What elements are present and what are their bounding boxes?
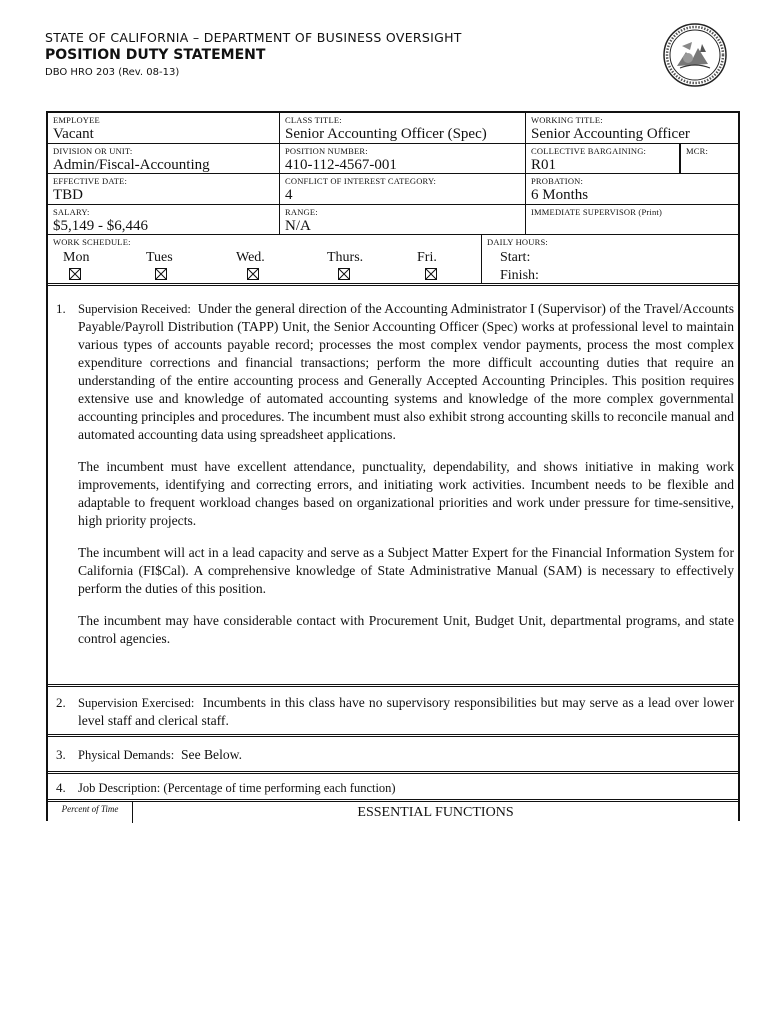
division-value: Admin/Fiscal-Accounting [53,157,210,173]
thurs-checkbox[interactable] [338,268,350,280]
percent-of-time-label: Percent of Time [48,802,133,823]
class-title-value: Senior Accounting Officer (Spec) [285,126,487,142]
division-cell[interactable] [48,144,280,174]
day-wed-label: Wed. [236,250,265,265]
conflict-category-value: 4 [285,187,293,203]
fri-checkbox[interactable] [425,268,437,280]
supervisor-cell[interactable] [526,205,738,235]
position-number-value: 410-112-4567-001 [285,157,397,173]
salary-value: $5,149 - $6,446 [53,218,148,234]
section-1-lead: Supervision Received: [78,302,191,316]
section-supervision-exercised [48,684,738,734]
probation-label: PROBATION: [531,176,584,186]
section-2-lead: Supervision Exercised: [78,696,195,710]
mcr-label: MCR: [686,146,709,156]
section-job-description [48,771,738,799]
class-title-cell[interactable] [280,113,526,144]
collective-bargaining-cell[interactable] [526,144,681,174]
effective-date-label: EFFECTIVE DATE: [53,176,128,186]
section-1-number: 1. [56,301,66,316]
conflict-category-label: CONFLICT OF INTEREST CATEGORY: [285,176,437,186]
position-number-cell[interactable] [280,144,526,174]
wed-checkbox[interactable] [247,268,259,280]
collective-bargaining-value: R01 [531,157,557,173]
working-title-value: Senior Accounting Officer [531,126,690,142]
section-1-paragraph-4: The incumbent may have considerable contact with Procurement Unit, Budget Unit, departmental programs, and state control agencies. [78,613,734,646]
work-schedule-label: WORK SCHEDULE: [53,237,131,247]
section-1-text: Under the general direction of the Accounting Administrator I (Supervisor) of the Travel/Accounts Payable/Payroll Distribution (TAPP) Unit, the Senior Accounting Officer (Spec) works at professional level to maintain various types of accounts payable record; processes the most complex vendor payments, process the most complex expenditure corrections and financial transactions; perform the more difficult accounting duties that require an understanding of the entire accounting process and Generally Accepted Accounting Principles. This position requires extensive use and knowledge of automated accounting systems and knowledge of the more complex governmental accounting principles and procedures. The incumbent must also exhibit strong accounting skills to reconcile manual and automated accounting data using spreadsheet applications. [78,301,734,442]
section-1-paragraph-3: The incumbent will act in a lead capacity and serve as a Subject Matter Expert for the Financial Information System for California (FI$Cal). A comprehensive knowledge of State Administrative Manual (SAM) is necessary to effectively perform the duties of this position. [78,545,734,596]
day-fri-label: Fri. [417,250,437,265]
start-label[interactable]: Start: [500,250,531,265]
section-4-number: 4. [56,780,66,795]
agency-name: STATE OF CALIFORNIA – DEPARTMENT OF BUSINESS OVERSIGHT [45,30,462,45]
range-value: N/A [285,218,311,234]
section-supervision-received [48,283,738,684]
class-title-label: CLASS TITLE: [285,115,342,125]
division-label: DIVISION OR UNIT: [53,146,133,156]
day-tues-label: Tues [146,250,173,265]
probation-value: 6 Months [531,187,589,203]
mon-checkbox[interactable] [69,268,81,280]
effective-date-value: TBD [53,187,83,203]
salary-cell[interactable] [48,205,280,235]
day-mon-label: Mon [63,250,90,265]
effective-date-cell[interactable] [48,174,280,205]
section-3-text: See Below. [180,747,243,762]
section-1-paragraph-2: The incumbent must have excellent attendance, punctuality, dependability, and shows initiative in making work improvements, identifying and correcting errors, and initiating work activities. Incumbent needs to be flexible and adaptable to frequent workload changes based on organizational priorities and work under pressure for time-sensitive, high priority projects. [78,459,734,528]
section-3-lead: Physical Demands: [78,748,175,762]
day-thurs-label: Thurs. [327,250,364,265]
section-3-number: 3. [56,747,66,762]
section-3-paragraph [78,746,734,764]
document-title: POSITION DUTY STATEMENT [45,47,266,63]
probation-cell[interactable] [526,174,738,205]
section-2-text: Incumbents in this class have no supervisory responsibilities but may serve as a lead over lower level staff and clerical staff. [78,695,735,728]
working-title-label: WORKING TITLE: [531,115,603,125]
employee-value: Vacant [53,126,94,142]
section-4-text: Job Description: (Percentage of time performing each function) [78,781,396,795]
range-label: RANGE: [285,207,318,217]
mcr-cell[interactable] [681,144,738,174]
salary-label: SALARY: [53,207,90,217]
section-physical-demands [48,734,738,771]
section-2-number: 2. [56,695,66,710]
form-number: DBO HRO 203 (Rev. 08-13) [45,67,180,78]
position-form [46,111,740,821]
finish-label[interactable]: Finish: [500,268,539,283]
collective-bargaining-label: COLLECTIVE BARGAINING: [531,146,647,156]
daily-hours-label: DAILY HOURS: [487,237,548,247]
working-title-cell[interactable] [526,113,738,144]
range-cell[interactable] [280,205,526,235]
supervisor-label: IMMEDIATE SUPERVISOR (Print) [531,207,663,217]
section-1-paragraph-1 [78,300,734,444]
position-number-label: POSITION NUMBER: [285,146,368,156]
employee-cell[interactable] [48,113,280,144]
conflict-category-cell[interactable] [280,174,526,205]
section-2-paragraph [78,694,734,730]
employee-label: EMPLOYEE [53,115,100,125]
essential-functions-title: ESSENTIAL FUNCTIONS [357,805,514,820]
state-seal-icon [662,22,728,88]
essential-functions-header [48,799,738,823]
tues-checkbox[interactable] [155,268,167,280]
